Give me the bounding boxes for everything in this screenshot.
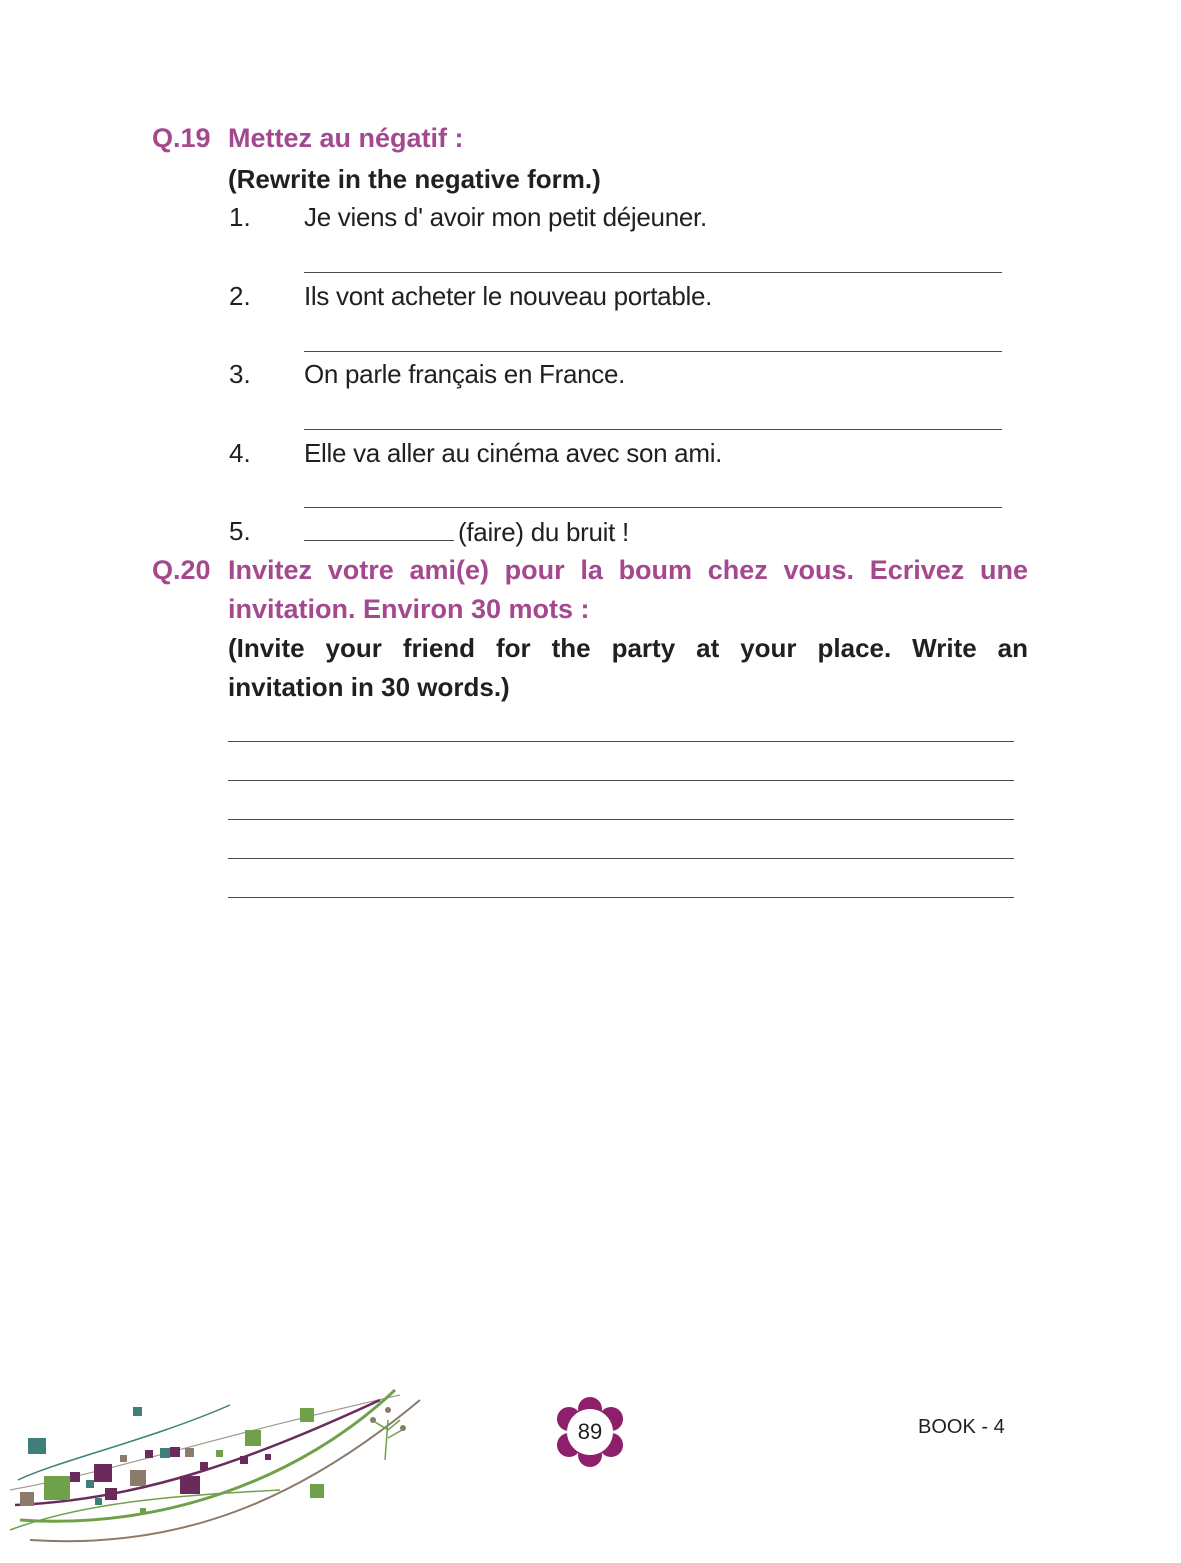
writing-line[interactable] bbox=[228, 780, 1014, 781]
subtitle-word: Write bbox=[912, 633, 977, 663]
answer-line[interactable] bbox=[304, 272, 1002, 273]
page-number: 89 bbox=[577, 1419, 603, 1444]
book-label: BOOK - 4 bbox=[918, 1416, 1005, 1438]
subtitle-word: your bbox=[325, 633, 382, 663]
title-word: Invitez bbox=[228, 555, 313, 585]
writing-line[interactable] bbox=[228, 819, 1014, 820]
item-number: 1. bbox=[229, 202, 251, 232]
item-number: 2. bbox=[229, 281, 251, 311]
title-word: boum bbox=[618, 555, 693, 585]
question-20-number: Q.20 bbox=[152, 555, 211, 585]
title-word: la bbox=[580, 555, 603, 585]
item-number: 4. bbox=[229, 438, 251, 468]
title-word: Ecrivez bbox=[869, 555, 965, 585]
question-19-subtitle: (Rewrite in the negative form.) bbox=[228, 164, 601, 194]
item-sentence: On parle français en France. bbox=[304, 359, 626, 389]
subtitle-word: your bbox=[740, 633, 797, 663]
subtitle-word: place. bbox=[817, 633, 892, 663]
answer-line[interactable] bbox=[304, 507, 1002, 508]
fill-in-blank[interactable] bbox=[304, 518, 454, 541]
title-word: une bbox=[979, 555, 1028, 585]
item-number: 3. bbox=[229, 359, 251, 389]
question-20-subtitle-line1 bbox=[228, 635, 1028, 661]
question-19-title: Mettez au négatif : bbox=[228, 123, 464, 153]
subtitle-word: friend bbox=[402, 633, 476, 663]
writing-line[interactable] bbox=[228, 858, 1014, 859]
answer-line[interactable] bbox=[304, 429, 1002, 430]
writing-line[interactable] bbox=[228, 741, 1014, 742]
title-word: votre bbox=[327, 555, 394, 585]
title-word: chez bbox=[707, 555, 768, 585]
question-20-title-line2: invitation. Environ 30 mots : bbox=[228, 594, 590, 624]
subtitle-word: an bbox=[997, 633, 1028, 663]
item-sentence: Elle va aller au cinéma avec son ami. bbox=[304, 438, 723, 468]
item-sentence: (faire) du bruit ! bbox=[458, 517, 629, 547]
subtitle-word: the bbox=[551, 633, 591, 663]
title-word: pour bbox=[504, 555, 565, 585]
item-sentence-with-blank bbox=[304, 518, 629, 545]
subtitle-word: (Invite bbox=[228, 633, 305, 663]
item-number: 5. bbox=[229, 516, 251, 546]
title-word: ami(e) bbox=[409, 555, 489, 585]
item-sentence: Je viens d' avoir mon petit déjeuner. bbox=[304, 202, 707, 232]
answer-line[interactable] bbox=[304, 351, 1002, 352]
question-19-number: Q.19 bbox=[152, 123, 211, 153]
subtitle-word: party bbox=[611, 633, 676, 663]
title-word: vous. bbox=[783, 555, 854, 585]
subtitle-word: at bbox=[696, 633, 720, 663]
question-20-subtitle-line2: invitation in 30 words.) bbox=[228, 672, 510, 702]
writing-line[interactable] bbox=[228, 897, 1014, 898]
subtitle-word: for bbox=[496, 633, 531, 663]
item-sentence: Ils vont acheter le nouveau portable. bbox=[304, 281, 713, 311]
question-20-title-line1 bbox=[228, 557, 1028, 584]
decorative-swirl-graphic bbox=[0, 1380, 430, 1563]
